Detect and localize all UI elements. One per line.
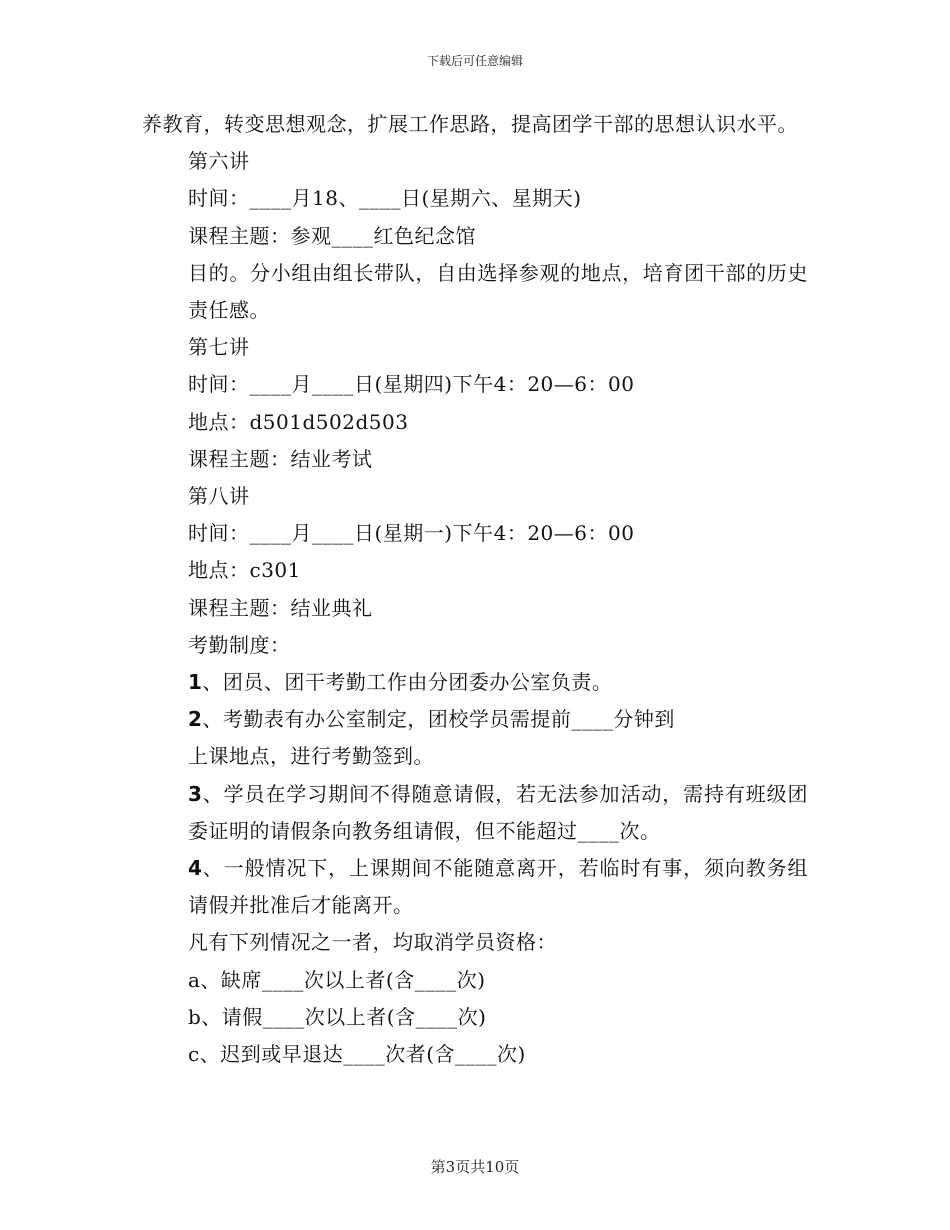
paragraph <box>142 441 808 478</box>
paragraph-text: 上课地点，进行考勤签到。 <box>188 744 434 769</box>
paragraph-text: b、请假____次以上者(含____次) <box>188 1004 487 1029</box>
paragraph-text: 课程主题：结业考试 <box>188 446 373 471</box>
paragraph-text: 时间：____月____日(星期一)下午4：20—6：00 <box>188 521 635 546</box>
paragraph-text: 地点：d501d502d503 <box>188 409 409 434</box>
paragraph <box>142 218 808 255</box>
paragraph <box>142 590 808 627</box>
page-header: 下载后可任意编辑 <box>426 54 523 68</box>
paragraph <box>142 404 808 441</box>
paragraph-text: 考勤制度： <box>188 632 291 657</box>
paragraph <box>142 1036 808 1073</box>
paragraph <box>142 180 808 217</box>
page-footer: 第3页共10页 <box>430 1158 520 1176</box>
paragraph <box>142 664 808 701</box>
list-number: 4 <box>188 856 203 881</box>
paragraph-text: 课程主题：参观____红色纪念馆 <box>188 223 476 248</box>
paragraph <box>142 515 808 552</box>
paragraph-text: 第七讲 <box>188 335 250 360</box>
paragraph-text: 第八讲 <box>188 484 250 509</box>
paragraph-text: 第六讲 <box>188 149 250 174</box>
paragraph <box>142 738 808 775</box>
paragraph <box>142 924 808 961</box>
paragraph-text: 时间：____月____日(星期四)下午4：20—6：00 <box>188 372 635 397</box>
paragraph <box>142 478 808 515</box>
paragraph-text: 目的。分小组由组长带队，自由选择参观的地点，培育团干部的历史责任感。 <box>188 260 808 323</box>
list-number: 1 <box>188 670 203 695</box>
paragraph <box>142 962 808 999</box>
paragraph <box>142 255 808 329</box>
paragraph-text: 凡有下列情况之一者，均取消学员资格： <box>188 930 557 955</box>
paragraph-text: 课程主题：结业典礼 <box>188 595 373 620</box>
list-number: 3 <box>188 781 203 806</box>
paragraph-text: 时间：____月18、____日(星期六、星期天) <box>188 186 582 211</box>
paragraph-text: 地点：c301 <box>188 558 301 583</box>
paragraph-text: 、一般情况下，上课期间不能随意离开，若临时有事，须向教务组请假并批准后才能离开。 <box>188 856 808 918</box>
paragraph <box>142 106 808 143</box>
paragraph <box>142 776 808 850</box>
paragraph-text: 、团员、团干考勤工作由分团委办公室负责。 <box>202 670 613 695</box>
paragraph-text: c、迟到或早退达____次者(含____次) <box>188 1042 526 1067</box>
paragraph <box>142 701 808 738</box>
paragraph <box>142 999 808 1036</box>
paragraph-text: 、考勤表有办公室制定，团校学员需提前____分钟到 <box>202 707 675 732</box>
paragraph <box>142 552 808 589</box>
paragraph <box>142 627 808 664</box>
document-body <box>142 106 808 1073</box>
paragraph-text: a、缺席____次以上者(含____次) <box>188 967 486 992</box>
paragraph <box>142 143 808 180</box>
paragraph <box>142 850 808 924</box>
list-number: 2 <box>188 707 203 732</box>
paragraph-text: 养教育，转变思想观念，扩展工作思路，提高团学干部的思想认识水平。 <box>142 112 798 136</box>
paragraph-text: 、学员在学习期间不得随意请假，若无法参加活动，需持有班级团委证明的请假条向教务组请假，但不能超过____次。 <box>188 781 808 843</box>
paragraph <box>142 329 808 366</box>
paragraph <box>142 366 808 403</box>
